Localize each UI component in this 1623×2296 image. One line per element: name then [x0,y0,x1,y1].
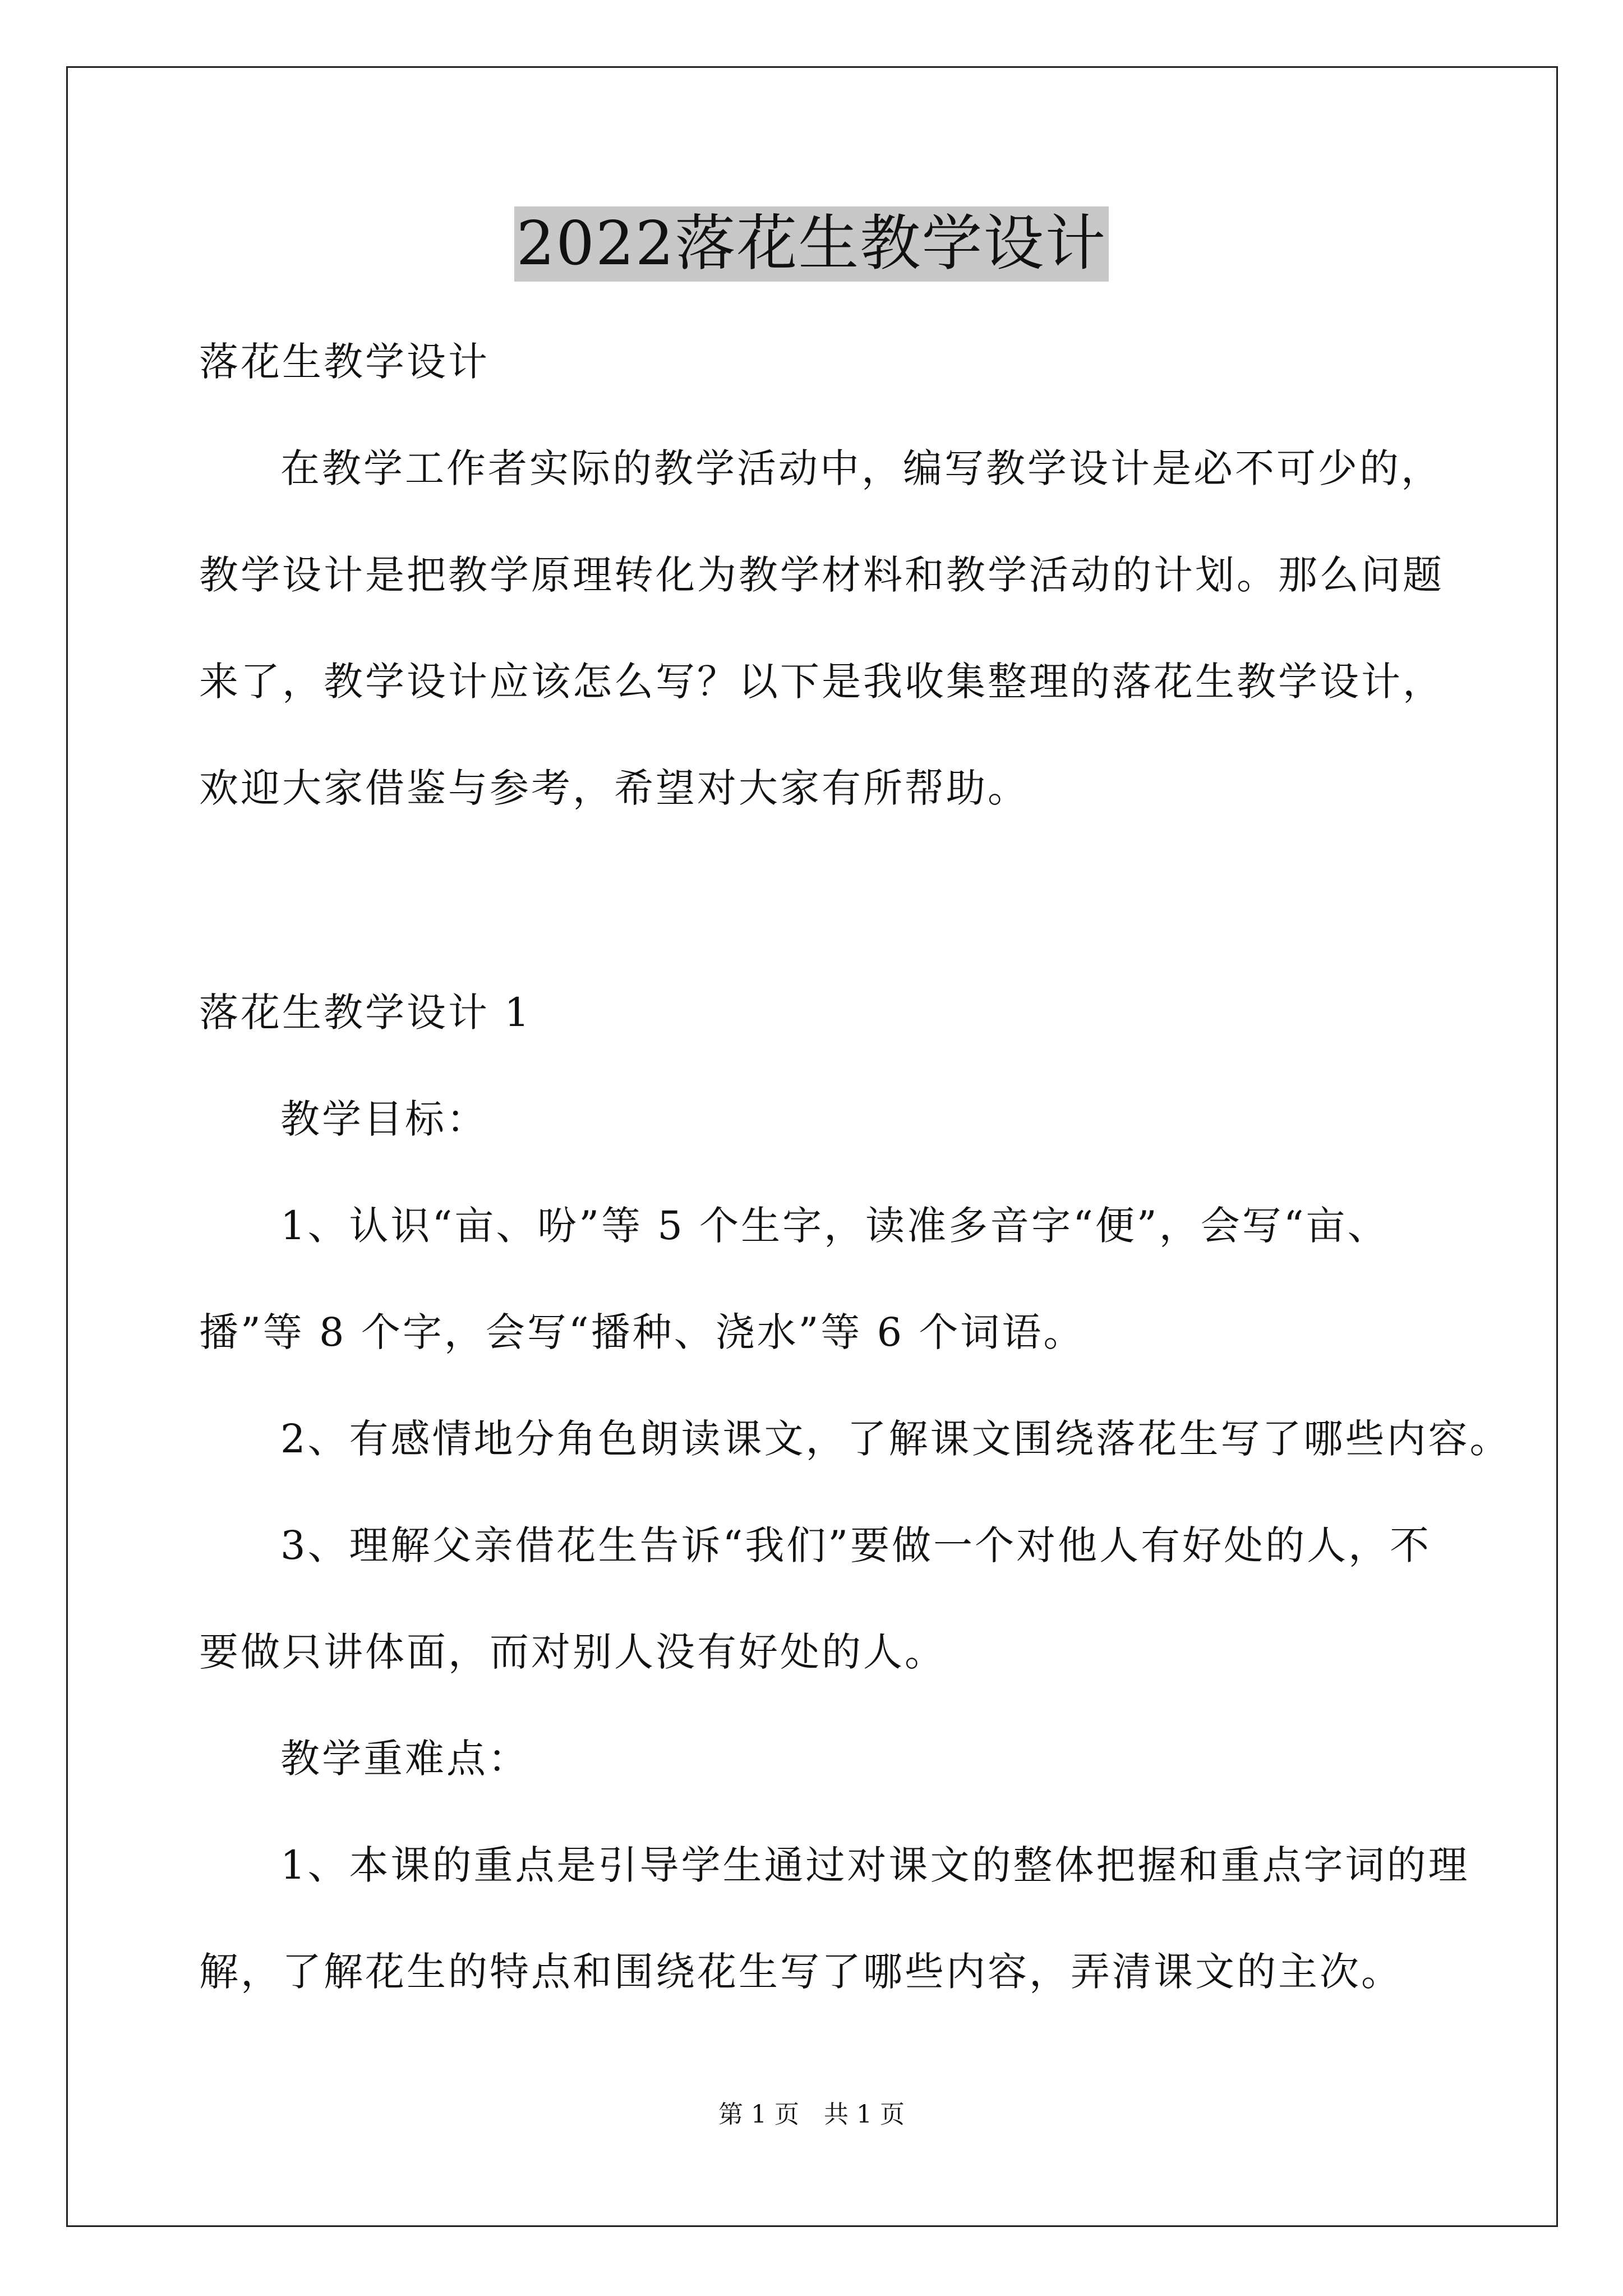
paragraph-line: 欢迎大家借鉴与参考，希望对大家有所帮助。 [199,765,1029,811]
section-label: 教学重难点： [280,1736,529,1782]
paragraph-line: 在教学工作者实际的教学活动中，编写教学设计是必不可少的， [280,445,1442,491]
subtitle-line: 落花生教学设计 [199,339,490,385]
paragraph-line: 来了，教学设计应该怎么写？以下是我收集整理的落花生教学设计， [199,659,1444,705]
section-heading: 落花生教学设计 1 [199,990,532,1036]
paragraph-line: 教学设计是把教学原理转化为教学材料和教学活动的计划。那么问题 [199,552,1444,598]
paragraph-line: 播”等 8 个字，会写“播种、浇水”等 6 个词语。 [199,1309,1085,1355]
paragraph-line: 1、本课的重点是引导学生通过对课文的整体把握和重点字词的理 [280,1842,1470,1888]
page-border [66,66,1558,2227]
paragraph-line: 2、有感情地分角色朗读课文，了解课文围绕落花生写了哪些内容。 [280,1416,1511,1462]
paragraph-line: 解，了解花生的特点和围绕花生写了哪些内容，弄清课文的主次。 [199,1949,1403,1995]
section-label: 教学目标： [280,1096,488,1142]
paragraph-line: 3、理解父亲借花生告诉“我们”要做一个对他人有好处的人，不 [280,1522,1432,1568]
paragraph-line: 1、认识“亩、吩”等 5 个生字，读准多音字“便”，会写“亩、 [280,1203,1389,1249]
document-title-block [0,206,1623,282]
document-title: 2022落花生教学设计 [514,206,1109,282]
paragraph-line: 要做只讲体面，而对别人没有好处的人。 [199,1629,946,1675]
page-footer: 第 1 页 共 1 页 [718,2100,905,2129]
